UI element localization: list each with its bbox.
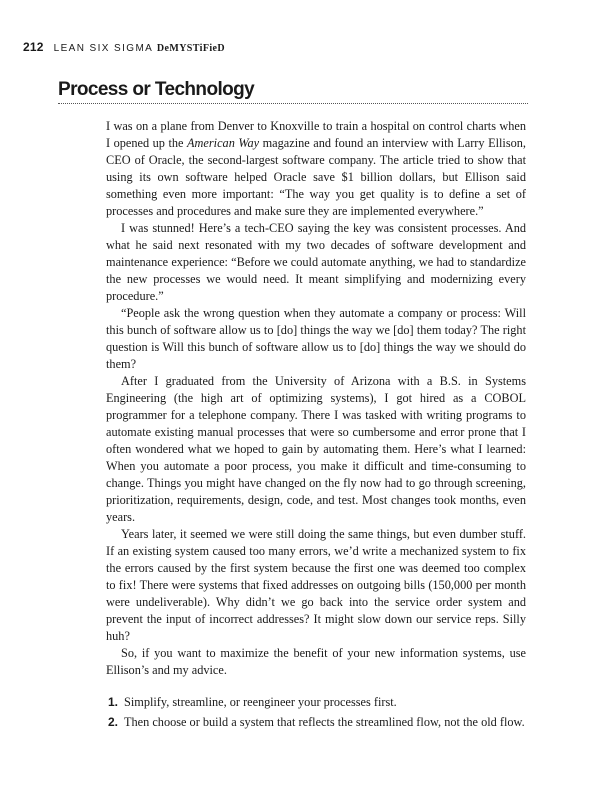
- paragraph-5: Years later, it seemed we were still doing the same things, but even dumber stuff. If an existing system caused too many errors, we’d write a mechanized system to fix the errors caused by the first system because the first one was deemed too complex to fix! There were systems that fixed addresses on outgoing bills (150,000 per month were undeliverable). Why didn’t we go back into the service order system and prevent the input of incorrect addresses? It might slow down our service reps. Silly huh?: [106, 527, 526, 643]
- running-head: [23, 40, 225, 54]
- list-item-number: 2.: [107, 715, 118, 729]
- magazine-title: American Way: [187, 136, 260, 150]
- paragraph-2: I was stunned! Here’s a tech-CEO saying the key was consistent processes. And what he said next resonated with my two decades of software development and maintenance experience: “Before we could automate anything, we had to standardize the new processes we would need. It meant simplifying and modernizing every procedure.”: [106, 221, 526, 303]
- paragraph-1: [106, 118, 526, 220]
- list-item-text: Then choose or build a system that reflects the streamlined flow, not the old flow.: [124, 715, 525, 729]
- body-text: [106, 118, 526, 679]
- book-title: [54, 43, 225, 54]
- paragraph-4: After I graduated from the University of Arizona with a B.S. in Systems Engineering (the high art of optimizing systems), I got hired as a COBOL programmer for a telephone company. There I was tasked with writing programs to automate existing manual processes that were so cumbersome and error prone that I often wondered what we hoped to gain by automating them. Here’s what I learned: When you automate a poor process, you make it difficult and time-consuming to change. Things you might have changed on the fly now had to go through screening, prioritization, requirements, design, code, and test. Most changes took months, even years.: [106, 374, 526, 524]
- page-number: 212: [23, 40, 44, 54]
- paragraph-1-text-b: magazine and found an interview with Larry Ellison, CEO of Oracle, the second-largest software company. The article tried to show that using its own software helped Oracle save $1 billion dollars, but Ellison said something even more important: “The way you get quality is to define a set of processes and procedures and make sure they are implemented everywhere.”: [106, 136, 526, 218]
- list-item-number: 1.: [107, 695, 118, 709]
- paragraph-1-text-a: I was on a plane from Denver to Knoxville to train a hospital on control charts when I opened up the: [106, 119, 526, 150]
- list-item: [106, 694, 526, 711]
- section-heading: Process or Technology: [58, 79, 255, 100]
- book-title-suffix: DeMYSTiFieD: [156, 43, 225, 54]
- paragraph-6: So, if you want to maximize the benefit of your new information systems, use Ellison’s and my advice.: [106, 646, 526, 677]
- list-item-text: Simplify, streamline, or reengineer your processes first.: [124, 695, 397, 709]
- numbered-list: [106, 694, 526, 734]
- book-title-main: LEAN SIX SIGMA: [53, 43, 153, 54]
- paragraph-3: “People ask the wrong question when they automate a company or process: Will this bunch of software allow us to [do] things the way we [do] them today? The right question is Will this bunch of software allow us to [do] things the way we should do them?: [106, 306, 526, 371]
- list-item: [106, 714, 526, 731]
- heading-dotted-rule: [58, 103, 528, 104]
